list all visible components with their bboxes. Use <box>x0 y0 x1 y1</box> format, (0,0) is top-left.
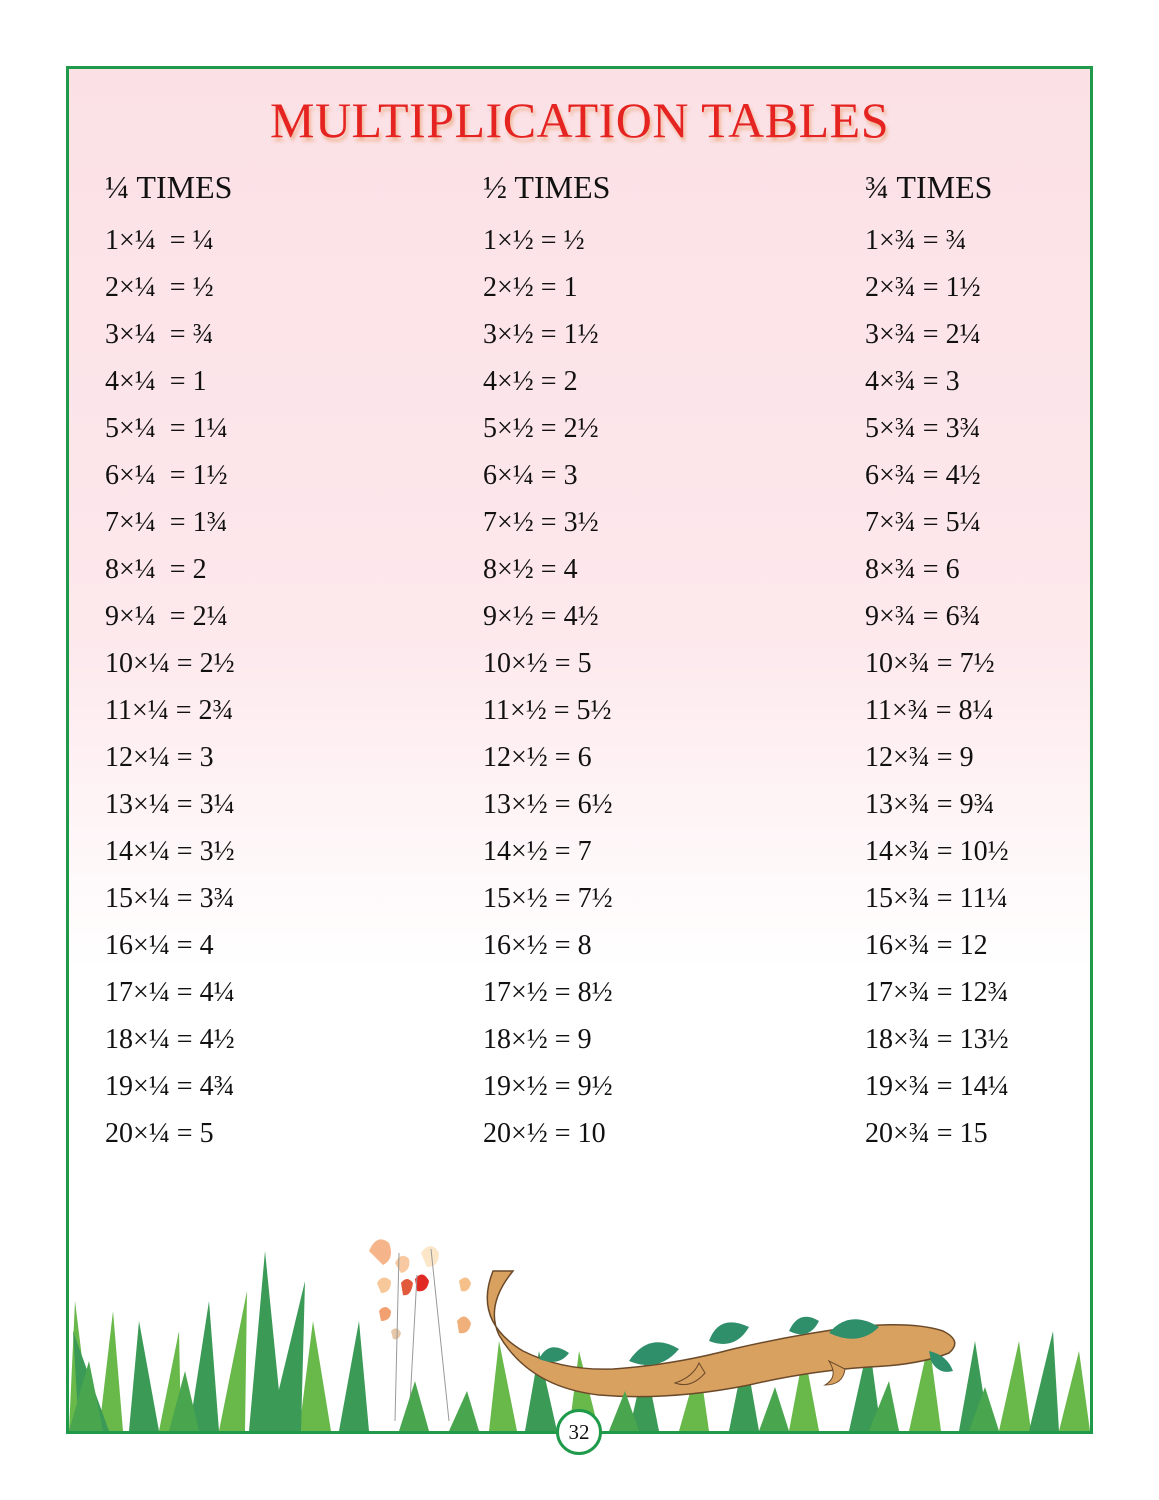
table-row: 17×¼ = 4¼ <box>105 977 235 1008</box>
table-row: 20×¾ = 15 <box>865 1118 988 1149</box>
table-row: 4×¼ = 1 <box>105 366 207 397</box>
table-row: 5×¼ = 1¼ <box>105 413 228 444</box>
column-heading: ½ TIMES <box>483 169 611 205</box>
table-row: 6×¼ = 1½ <box>105 460 228 491</box>
table-row: 14×¼ = 3½ <box>105 836 235 867</box>
table-row: 12×¼ = 3 <box>105 742 214 773</box>
table-row: 7×¾ = 5¼ <box>865 507 981 538</box>
page-number-badge: 32 <box>556 1409 602 1455</box>
table-row: 18×¾ = 13½ <box>865 1024 1009 1055</box>
table-row: 17×¾ = 12¾ <box>865 977 1009 1008</box>
table-row: 4×½ = 2 <box>483 366 578 397</box>
table-row: 1×¼ = ¼ <box>105 225 214 256</box>
table-row: 10×¾ = 7½ <box>865 648 995 679</box>
table-row: 16×½ = 8 <box>483 930 592 961</box>
table-row: 1×¾ = ¾ <box>865 225 967 256</box>
column-quarter-times <box>105 167 235 1157</box>
table-row: 8×½ = 4 <box>483 554 578 585</box>
table-row: 19×¼ = 4¾ <box>105 1071 235 1102</box>
table-row: 3×½ = 1½ <box>483 319 599 350</box>
table-row: 19×¾ = 14¼ <box>865 1071 1009 1102</box>
table-row: 3×¼ = ¾ <box>105 319 214 350</box>
table-row: 16×¾ = 12 <box>865 930 988 961</box>
table-row: 13×½ = 6½ <box>483 789 613 820</box>
column-heading: ¾ TIMES <box>865 169 993 205</box>
table-row: 18×½ = 9 <box>483 1024 592 1055</box>
table-row: 7×½ = 3½ <box>483 507 599 538</box>
table-row: 12×¾ = 9 <box>865 742 974 773</box>
table-row: 2×¾ = 1½ <box>865 272 981 303</box>
table-row: 10×½ = 5 <box>483 648 592 679</box>
table-row: 15×½ = 7½ <box>483 883 613 914</box>
table-row: 15×¾ = 11¼ <box>865 883 1008 914</box>
table-row: 6×¼ = 3 <box>483 460 578 491</box>
table-row: 20×½ = 10 <box>483 1118 606 1149</box>
table-row: 2×¼ = ½ <box>105 272 214 303</box>
table-row: 9×¼ = 2¼ <box>105 601 228 632</box>
table-row: 13×¾ = 9¾ <box>865 789 995 820</box>
table-row: 11×¼ = 2¾ <box>105 695 234 726</box>
table-row: 8×¾ = 6 <box>865 554 960 585</box>
page-frame <box>66 66 1093 1434</box>
table-row: 15×¼ = 3¾ <box>105 883 235 914</box>
lizard-illustration <box>487 1271 954 1397</box>
column-half-times <box>483 167 613 1157</box>
grass-lizard-illustration <box>69 1191 1090 1431</box>
table-row: 5×½ = 2½ <box>483 413 599 444</box>
table-row: 14×¾ = 10½ <box>865 836 1009 867</box>
table-row: 9×½ = 4½ <box>483 601 599 632</box>
table-row: 7×¼ = 1¾ <box>105 507 228 538</box>
table-row: 5×¾ = 3¾ <box>865 413 981 444</box>
column-heading: ¼ TIMES <box>105 169 233 205</box>
table-row: 18×¼ = 4½ <box>105 1024 235 1055</box>
table-row: 19×½ = 9½ <box>483 1071 613 1102</box>
table-row: 6×¾ = 4½ <box>865 460 981 491</box>
table-row: 10×¼ = 2½ <box>105 648 235 679</box>
table-row: 8×¼ = 2 <box>105 554 207 585</box>
table-row: 14×½ = 7 <box>483 836 592 867</box>
table-row: 12×½ = 6 <box>483 742 592 773</box>
table-row: 20×¼ = 5 <box>105 1118 214 1149</box>
table-row: 3×¾ = 2¼ <box>865 319 981 350</box>
column-three-quarter-times <box>865 167 1009 1157</box>
table-row: 11×½ = 5½ <box>483 695 612 726</box>
table-row: 1×½ = ½ <box>483 225 585 256</box>
table-row: 2×½ = 1 <box>483 272 578 303</box>
table-row: 16×¼ = 4 <box>105 930 214 961</box>
flower-illustration <box>369 1239 471 1421</box>
table-row: 4×¾ = 3 <box>865 366 960 397</box>
table-row: 17×½ = 8½ <box>483 977 613 1008</box>
table-row: 13×¼ = 3¼ <box>105 789 235 820</box>
table-row: 11×¾ = 8¼ <box>865 695 994 726</box>
page-title: MULTIPLICATION TABLES <box>269 92 890 148</box>
table-row: 9×¾ = 6¾ <box>865 601 981 632</box>
